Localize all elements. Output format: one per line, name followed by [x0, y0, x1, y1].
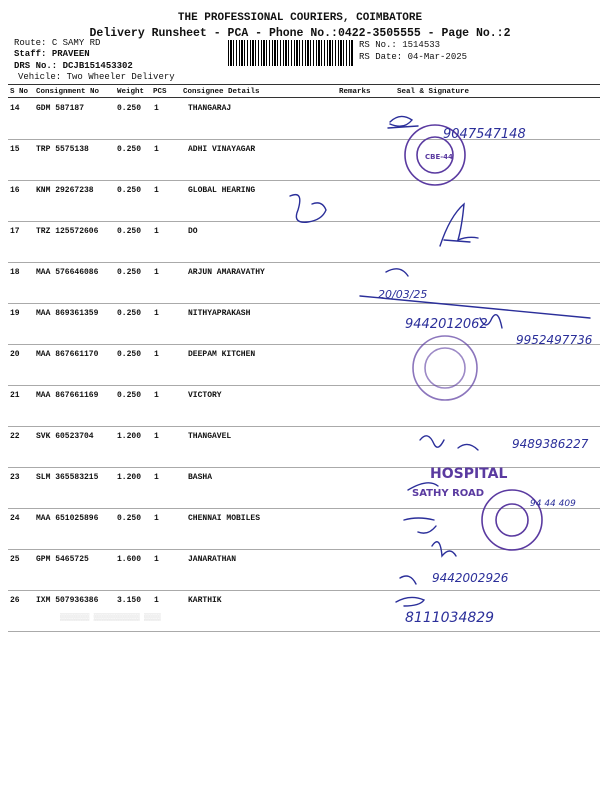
cell-weight: 0.250 [117, 514, 142, 523]
cell-weight: 0.250 [117, 104, 142, 113]
cell-sno: 16 [10, 186, 20, 195]
col-seal: Seal & Signature [397, 88, 470, 96]
cell-weight: 0.250 [117, 186, 142, 195]
phone-row24: 94 44 409 [530, 499, 576, 509]
cell-sno: 24 [10, 514, 20, 523]
cell-consignee: DEEPAM KITCHEN [188, 350, 256, 359]
cell-weight: 3.150 [117, 596, 142, 605]
cell-consignment: IXM 507936386 [36, 596, 99, 605]
cell-sno: 22 [10, 432, 20, 441]
cell-pcs: 1 [154, 432, 159, 441]
staff-value: PRAVEEN [51, 49, 90, 59]
signature-row26 [396, 597, 424, 606]
cell-consignee: GLOBAL HEARING [188, 186, 256, 195]
phone-row19: 9952497736 [516, 333, 593, 347]
cell-pcs: 1 [154, 104, 159, 113]
signature-row16 [290, 195, 326, 223]
cell-weight: 1.200 [117, 432, 142, 441]
cell-consignee: NITHYAPRAKASH [188, 309, 251, 318]
staff-label: Staff: [14, 49, 47, 59]
vehicle-value: Two Wheeler Delivery [66, 72, 175, 82]
cell-consignment: TRZ 125572606 [36, 227, 99, 236]
cell-consignee: BASHA [188, 473, 213, 482]
cell-sno: 26 [10, 596, 20, 605]
cell-consignee: THANGARAJ [188, 104, 232, 113]
phone-row26: 8111034829 [405, 610, 495, 626]
cell-consignee: ADHI VINAYAGAR [188, 145, 256, 154]
cell-sno: 19 [10, 309, 20, 318]
col-pcs: PCS [153, 88, 167, 96]
phone-row22: 9489386227 [512, 437, 589, 451]
cell-consignment: TRP 5575138 [36, 145, 89, 154]
cell-pcs: 1 [154, 309, 159, 318]
cell-sno: 18 [10, 268, 20, 277]
phone-row18: 9442012062 [405, 317, 488, 332]
faint-backprint: ▒▒▒▒▒▒▒ ▒▒▒▒▒▒▒▒▒▒▒ ▒▒▒▒ [60, 614, 161, 622]
vehicle-label: Vehicle: [18, 72, 62, 82]
cell-pcs: 1 [154, 555, 159, 564]
cell-sno: 14 [10, 104, 20, 113]
col-remarks: Remarks [339, 88, 371, 96]
seal-deepam-inner [425, 348, 465, 388]
cell-consignee: KARTHIK [188, 596, 222, 605]
rs-date-value: 04-Mar-2025 [407, 52, 468, 62]
cell-pcs: 1 [154, 145, 159, 154]
cell-consignment: MAA 867661169 [36, 391, 99, 400]
cell-weight: 1.200 [117, 473, 142, 482]
rs-date-label: RS Date: [359, 52, 403, 62]
col-weight: Weight [117, 88, 145, 96]
cell-consignment: KNM 29267238 [36, 186, 94, 195]
cell-weight: 0.250 [117, 350, 142, 359]
drs-value: DCJB151453302 [62, 61, 133, 71]
col-sno: S No [10, 88, 29, 96]
runsheet-subtitle: Delivery Runsheet - PCA - Phone No.:0422-3505555 - Page No.:2 [89, 27, 511, 40]
cell-pcs: 1 [154, 227, 159, 236]
phone-row25: 9442002926 [432, 571, 509, 585]
cell-consignee: JANARATHAN [188, 555, 237, 564]
cell-pcs: 1 [154, 514, 159, 523]
cell-sno: 21 [10, 391, 20, 400]
cell-consignee: VICTORY [188, 391, 222, 400]
cell-consignment: SVK 60523704 [36, 432, 94, 441]
cell-weight: 0.250 [117, 145, 142, 154]
rs-no-label: RS No.: [359, 40, 397, 50]
seal-chennai-inner [496, 504, 528, 536]
rs-no-value: 1514533 [402, 40, 441, 50]
cell-weight: 0.250 [117, 309, 142, 318]
route-value: C SAMY RD [51, 38, 101, 48]
stamp-sathy-road: SATHY ROAD [412, 488, 485, 499]
cell-sno: 23 [10, 473, 20, 482]
col-consignment: Consignment No [36, 88, 100, 96]
cell-consignment: GPM 5465725 [36, 555, 89, 564]
cell-weight: 0.250 [117, 268, 142, 277]
date-row18: 20/03/25 [378, 288, 428, 301]
company-title: THE PROFESSIONAL COURIERS, COIMBATORE [177, 12, 423, 24]
cell-sno: 15 [10, 145, 20, 154]
seal-deepam-kitchen [413, 336, 477, 400]
drs-label: DRS No.: [14, 61, 58, 71]
cell-pcs: 1 [154, 268, 159, 277]
cell-consignee: THANGAVEL [188, 432, 232, 441]
cell-sno: 25 [10, 555, 20, 564]
cell-consignment: MAA 651025896 [36, 514, 99, 523]
stamp-hospital: HOSPITAL [430, 466, 508, 482]
cell-weight: 0.250 [117, 227, 142, 236]
seal-adhi-center: CBE-44 [425, 153, 453, 161]
phone-row14: 9047547148 [443, 127, 526, 142]
cell-consignee: CHENNAI MOBILES [188, 514, 261, 523]
cell-sno: 17 [10, 227, 20, 236]
cell-consignment: MAA 576646086 [36, 268, 99, 277]
signature-row17 [440, 204, 478, 246]
signature-row22 [420, 436, 478, 450]
cell-pcs: 1 [154, 350, 159, 359]
cell-consignment: GDM 587187 [36, 104, 85, 113]
cell-consignment: SLM 365583215 [36, 473, 99, 482]
cell-consignment: MAA 869361359 [36, 309, 99, 318]
cell-pcs: 1 [154, 391, 159, 400]
cell-weight: 0.250 [117, 391, 142, 400]
cell-pcs: 1 [154, 186, 159, 195]
col-consignee: Consignee Details [183, 88, 260, 96]
cell-consignment: MAA 867661170 [36, 350, 99, 359]
cell-consignee: DO [188, 227, 198, 236]
cell-weight: 1.600 [117, 555, 142, 564]
signature-row14 [388, 116, 418, 128]
cell-pcs: 1 [154, 596, 159, 605]
cell-pcs: 1 [154, 473, 159, 482]
route-label: Route: [14, 38, 47, 48]
cell-sno: 20 [10, 350, 20, 359]
cell-consignee: ARJUN AMARAVATHY [188, 268, 265, 277]
